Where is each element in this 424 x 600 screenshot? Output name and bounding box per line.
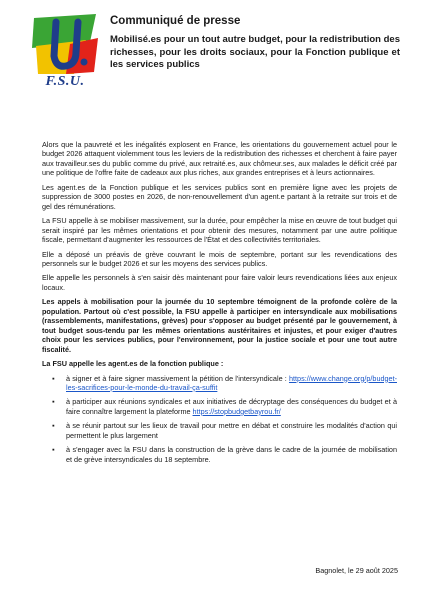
- list-item: [42, 421, 397, 440]
- kicker: Communiqué de presse: [110, 15, 241, 27]
- list-item: [42, 397, 397, 416]
- list-item-text: à signer et à faire signer massivement la pétition de l'intersyndicale :: [66, 373, 289, 383]
- paragraph: Alors que la pauvreté et les inégalités explosent en France, les orientations du gouvernement actuel pour le budget 2026 attaquent violemment tous les leviers de la redistribution des richesses et cherchent à faire payer aux travailleur.ses du public comme du privé, aux retraité.es, aux chômeur.ses, aux malades le déficit créé par une politique de l'offre faite de cadeaux aux plus riches, aux grandes entreprises et à leurs actionnaires.: [42, 140, 397, 178]
- list-intro: La FSU appelle les agent.es de la fonction publique :: [42, 359, 224, 369]
- paragraph: Elle appelle les personnels à s'en saisir dès maintenant pour faire valoir leurs revendications liées aux enjeux locaux.: [42, 273, 397, 292]
- list-item: [42, 374, 397, 393]
- signature: Bagnolet, le 29 août 2025: [315, 566, 398, 575]
- bullet-icon: ▪: [52, 421, 55, 431]
- petition-link[interactable]: https://www.change.org/p/budget-les-sacrifices-pour-le-monde-du-travail-ça-suffit: [66, 373, 397, 392]
- body-text: [42, 140, 397, 469]
- list-item-text: à s'engager avec la FSU dans la construction de la grève dans le cadre de la journée de mobilisation et de grève intersyndicales du 18 septembre.: [66, 445, 397, 464]
- headline: Mobilisé.es pour un tout autre budget, pour la redistribution des richesses, pour les droits sociaux, pour la Fonction publique et les services publics: [110, 34, 400, 70]
- platform-link[interactable]: https://stopbudgetbayrou.fr/: [192, 406, 281, 416]
- bullet-icon: ▪: [52, 373, 55, 383]
- bullet-icon: ▪: [52, 445, 55, 455]
- paragraph: La FSU appelle à se mobiliser massivement, sur la durée, pour empêcher la mise en œuvre de tout budget qui serait inspiré par les mêmes orientations et pour obtenir des mesures, notamment par une autre politique fiscale, permettant d'augmenter les ressources de l'État et des collectivités territoriales.: [42, 216, 397, 245]
- bold-paragraph: Les appels à mobilisation pour la journée du 10 septembre témoignent de la profonde colère de la population. Partout où c'est possible, la FSU appelle à participer en intersyndicale aux mobilisations (rassemblements, manifestations, grèves) pour s'opposer au budget présenté par le gouvernement, à tout budget sous-tendu par les mêmes orientations austéritaires et injustes, et pour exiger d'autres choix pour les services publics, pour l'environnement, pour la justice sociale et pour une tout autre fiscalité.: [42, 297, 397, 354]
- list-item-text: à participer aux réunions syndicales et aux initiatives de décryptage des conséquences du budget et à faire connaître largement la plateforme: [66, 397, 397, 416]
- bullet-icon: ▪: [52, 397, 55, 407]
- paragraph: Elle a déposé un préavis de grève couvrant le mois de septembre, portant sur les revendications des personnels sur le budget 2026 et sur les moyens des services publics.: [42, 249, 397, 268]
- logo-text: F.S.U.: [45, 74, 85, 89]
- header: [110, 15, 400, 72]
- paragraph: Les agent.es de la Fonction publique et les services publics sont en première ligne avec les projets de suppression de 3000 postes en 2026, de non-renouvellement d'un agent.e partant à la retraite sur trois et de gel des rémunérations.: [42, 182, 397, 211]
- list-item-text: à se réunir partout sur les lieux de travail pour mettre en débat et construire les modalités d'action qui permettent le plus largement: [66, 421, 397, 440]
- call-list: [42, 374, 397, 465]
- logo-u-dot: [81, 59, 88, 66]
- list-item: [42, 445, 397, 464]
